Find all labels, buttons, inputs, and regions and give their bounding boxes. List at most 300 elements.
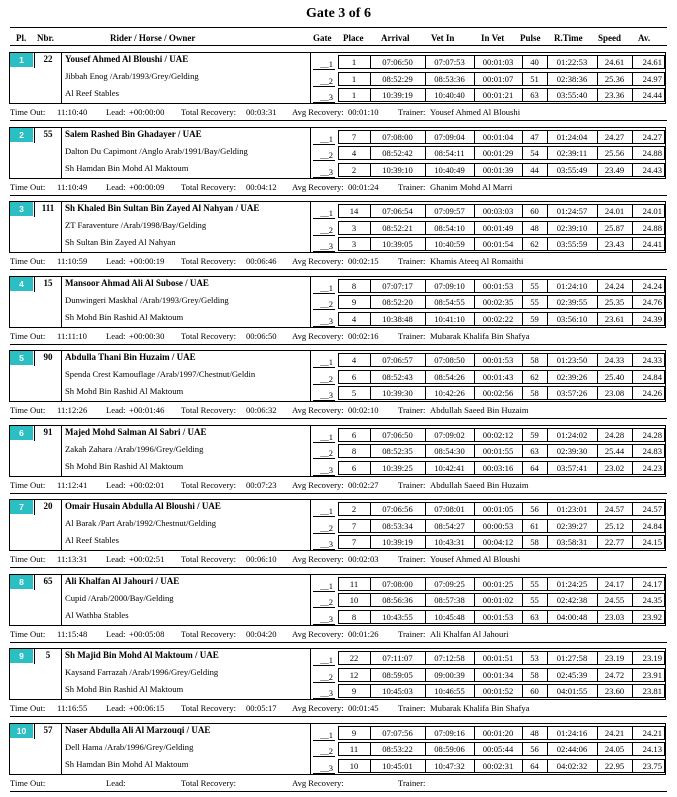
avg-recovery-label: Avg Recovery:: [292, 777, 344, 788]
entry-rule: [10, 418, 667, 419]
speed-cell: 23.03: [604, 611, 625, 622]
speed-cell: 24.05: [604, 744, 625, 754]
arrival-cell: 08:56:36: [382, 595, 413, 605]
vet-in-cell: 10:42:26: [434, 388, 465, 398]
rider-name: Sh Majid Bin Mohd Al Maktoum / UAE: [65, 650, 219, 660]
speed-cell: 24.57: [604, 504, 625, 514]
entry-number: 55: [43, 128, 53, 139]
entry-number: 5: [45, 650, 51, 660]
avg-recovery-value: 00:01:24: [348, 181, 379, 192]
rtime-cell: 01:24:02: [556, 429, 588, 440]
av-cell: 24.84: [642, 520, 662, 531]
rider-name: Majed Mohd Salman Al Sabri / UAE: [65, 426, 207, 437]
gate-number-text: __3: [320, 613, 333, 624]
lead-value: +00:00:19: [129, 256, 165, 266]
rider-name: Omair Husain Abdulla Al Bloushi / UAE: [65, 501, 221, 511]
arrival-cell: 08:52:42: [382, 148, 413, 158]
vet-in-cell: 07:09:02: [434, 429, 465, 440]
av-cell: 24.17: [642, 578, 662, 589]
rtime-cell: 01:24:04: [556, 131, 588, 142]
lead-value: +00:00:09: [129, 181, 165, 192]
in-vet-cell: 00:01:29: [482, 148, 514, 158]
place-cell: 8: [351, 280, 357, 291]
vet-in-cell: 08:53:36: [434, 73, 465, 84]
trainer-name: Mubarak Khalifa Bin Shafya: [430, 703, 530, 713]
time-out-label: Time Out:: [10, 330, 46, 341]
lead-label: Lead:: [106, 256, 126, 266]
horse-details: Dalton Du Capimont /Anglo Arab/1991/Bay/Gelding: [65, 145, 248, 156]
pulse-cell: 58: [530, 669, 539, 680]
place-cell: 9: [351, 686, 357, 696]
gate-number: [313, 612, 335, 625]
rtime-cell: 01:24:16: [556, 727, 588, 738]
time-out-label: Time Out:: [10, 628, 46, 639]
vet-in-cell: 08:54:11: [434, 148, 465, 158]
entry-block: [0, 723, 677, 797]
arrival-cell: 07:06:50: [382, 429, 413, 440]
speed-cell: 24.17: [604, 578, 625, 589]
pulse-cell: 61: [530, 520, 539, 531]
rider-name: Sh Khaled Bin Sultan Bin Zayed Al Nahyan / UAE: [65, 203, 260, 213]
gate-number: [313, 132, 335, 145]
arrival-cell: 07:06:50: [382, 57, 413, 67]
time-out-value: 11:10:40: [57, 107, 88, 117]
time-out-value: 11:12:26: [57, 405, 88, 415]
entry-footer: [10, 331, 667, 343]
total-recovery-label: Total Recovery:: [181, 107, 236, 117]
pulse-cell: 62: [530, 239, 539, 249]
entry-rule: [10, 716, 667, 717]
arrival-cell: 07:06:54: [382, 206, 413, 216]
pulse-cell: 64: [530, 462, 539, 473]
rider-name: Mansoor Ahmad Ali Al Subose / UAE: [65, 277, 209, 288]
lead-label: Lead:: [106, 330, 126, 341]
lead-value: +00:06:15: [129, 703, 165, 713]
time-out-label: Time Out:: [10, 256, 46, 266]
rtime-cell: 01:24:25: [556, 578, 588, 589]
header-gate: Gate: [313, 33, 332, 43]
arrival-cell: 10:43:55: [382, 611, 413, 622]
gate-number: [313, 728, 335, 741]
arrival-cell: 10:39:19: [382, 537, 413, 547]
gate-row: [0, 311, 677, 327]
rtime-cell: 02:39:55: [556, 297, 588, 307]
speed-cell: 24.21: [604, 727, 625, 738]
vet-in-cell: 07:09:16: [434, 727, 465, 738]
pulse-cell: 59: [530, 313, 539, 324]
trainer-label: Trainer:: [398, 256, 426, 266]
in-vet-cell: 00:05:44: [482, 744, 514, 754]
entry-footer: [10, 778, 667, 790]
avg-recovery-value: 00:01:26: [348, 628, 379, 639]
total-recovery-label: Total Recovery:: [181, 405, 236, 415]
speed-cell: 23.19: [604, 653, 625, 663]
entry-number: 15: [43, 277, 53, 288]
place-cell: 11: [349, 744, 359, 754]
in-vet-cell: 00:01:03: [482, 57, 514, 67]
pulse-cell: 53: [530, 653, 539, 663]
total-recovery-value: 00:06:32: [246, 405, 277, 415]
avg-recovery-value: 00:02:27: [348, 479, 379, 490]
total-recovery-label: Total Recovery:: [181, 479, 236, 490]
header-rule: [10, 45, 667, 46]
speed-cell: 24.27: [604, 131, 625, 142]
speed-cell: 25.36: [604, 73, 625, 84]
gate-number: [313, 206, 335, 219]
in-vet-cell: 00:01:07: [482, 73, 514, 84]
av-cell: 24.83: [642, 446, 662, 456]
gate-number: [313, 463, 335, 476]
owner-name: Al Reef Stables: [65, 535, 119, 545]
arrival-cell: 08:59:05: [382, 669, 413, 680]
total-recovery-value: 00:04:12: [246, 181, 277, 192]
entry-number: 20: [43, 501, 53, 511]
total-recovery-label: Total Recovery:: [181, 554, 236, 564]
column-header-row: [0, 33, 677, 45]
in-vet-cell: 00:01:53: [482, 355, 514, 365]
vet-in-cell: 10:42:41: [434, 462, 465, 473]
total-recovery-value: 00:04:20: [246, 628, 277, 639]
place-cell: 9: [351, 297, 357, 307]
arrival-cell: 10:45:01: [382, 760, 413, 771]
entry-block: [0, 201, 677, 275]
place-cell: 6: [351, 429, 357, 440]
pulse-cell: 56: [530, 504, 539, 514]
rtime-cell: 02:39:30: [556, 446, 588, 456]
pulse-cell: 55: [530, 280, 539, 291]
lead-label: Lead:: [106, 405, 126, 415]
entry-footer: [10, 703, 667, 715]
rtime-cell: 03:55:40: [556, 90, 588, 100]
gate-number-text: __1: [320, 431, 333, 442]
place-cell: 11: [349, 578, 359, 589]
place-cell: 1: [351, 90, 357, 100]
speed-cell: 23.02: [604, 462, 625, 473]
avg-recovery-value: 00:02:10: [348, 405, 379, 415]
speed-cell: 24.01: [604, 206, 625, 216]
vet-in-cell: 08:54:10: [434, 222, 465, 233]
placing-badge: 7: [10, 500, 33, 514]
in-vet-cell: 00:01:02: [482, 595, 514, 605]
entry-block: [0, 127, 677, 201]
time-out-value: 11:11:10: [57, 330, 87, 341]
entry-rule: [10, 269, 667, 270]
rtime-cell: 02:39:26: [556, 371, 588, 382]
horse-details: Cupid /Arab/2000/Bay/Gelding: [65, 592, 174, 603]
pulse-cell: 58: [530, 388, 539, 398]
speed-cell: 24.28: [604, 429, 625, 440]
gate-number: [313, 74, 335, 87]
total-recovery-label: Total Recovery:: [181, 181, 236, 192]
rtime-cell: 02:45:39: [556, 669, 588, 680]
speed-cell: 23.43: [604, 239, 625, 249]
arrival-cell: 08:52:35: [382, 446, 413, 456]
vet-in-cell: 07:07:53: [434, 57, 465, 67]
gate-number: [313, 430, 335, 443]
speed-cell: 25.56: [604, 148, 625, 158]
time-out-value: 11:13:31: [57, 554, 88, 564]
gate-row: [0, 385, 677, 401]
arrival-cell: 10:39:25: [382, 462, 413, 473]
avg-recovery-value: 00:02:03: [348, 554, 379, 564]
placing-badge: 6: [10, 426, 33, 440]
gate-number: [313, 521, 335, 534]
av-cell: 23.81: [642, 686, 662, 696]
gate-row: [0, 576, 677, 592]
owner-name: Sh Hamdan Bin Mohd Al Maktoum: [65, 162, 189, 173]
owner-name: Al Wathba Stables: [65, 609, 129, 620]
horse-details: Spenda Crest Kamouflage /Arab/1997/Chestnut/Geldin: [65, 369, 256, 379]
entry-footer: [10, 107, 667, 119]
in-vet-cell: 00:02:31: [482, 760, 514, 771]
vet-in-cell: 10:40:59: [434, 239, 465, 249]
gate-number-text: __1: [320, 208, 333, 218]
lead-label: Lead:: [106, 479, 126, 490]
vet-in-cell: 07:08:50: [434, 355, 465, 365]
gate-number: [313, 355, 335, 368]
av-cell: 24.21: [642, 727, 662, 738]
lead-label: Lead:: [106, 554, 126, 564]
place-cell: 14: [349, 206, 359, 216]
place-cell: 7: [351, 537, 357, 547]
time-out-label: Time Out:: [10, 405, 46, 415]
av-cell: 24.24: [642, 280, 662, 291]
place-cell: 7: [351, 520, 357, 531]
gate-number: [313, 504, 335, 517]
lead-value: +00:00:00: [129, 107, 165, 117]
vet-in-cell: 08:54:30: [434, 446, 465, 456]
avg-recovery-label: Avg Recovery:: [292, 628, 344, 639]
pulse-cell: 55: [530, 578, 539, 589]
place-cell: 8: [351, 446, 357, 456]
lead-value: +00:05:08: [129, 628, 165, 639]
pulse-cell: 63: [530, 611, 539, 622]
av-cell: 24.39: [642, 313, 662, 324]
place-cell: 4: [351, 355, 357, 365]
avg-recovery-value: 00:02:16: [348, 330, 379, 341]
speed-cell: 23.08: [604, 388, 625, 398]
header-vet-in: Vet In: [431, 33, 455, 43]
arrival-cell: 10:39:05: [382, 239, 413, 249]
total-recovery-value: 00:07:23: [246, 479, 277, 490]
in-vet-cell: 00:01:52: [482, 686, 514, 696]
entry-footer: [10, 256, 667, 268]
pulse-cell: 64: [530, 760, 539, 771]
header-rtime: R.Time: [554, 33, 583, 43]
trainer-name: Yousef Ahmed Al Bloushi: [430, 107, 521, 117]
vet-in-cell: 07:09:10: [434, 280, 465, 291]
placing-badge: 9: [10, 649, 33, 663]
rtime-cell: 03:57:41: [556, 462, 588, 473]
gate-number-text: __2: [320, 75, 333, 86]
arrival-cell: 08:52:21: [382, 222, 413, 233]
entry-number: 91: [43, 426, 53, 437]
placing-badge: 3: [10, 202, 33, 216]
arrival-cell: 07:11:07: [382, 653, 413, 663]
avg-recovery-label: Avg Recovery:: [292, 479, 344, 490]
in-vet-cell: 00:01:20: [482, 727, 514, 738]
gate-number-text: __2: [320, 448, 333, 458]
gate-row: [0, 369, 677, 385]
speed-cell: 24.33: [604, 355, 625, 365]
rtime-cell: 02:39:11: [556, 148, 588, 158]
gate-number: [313, 579, 335, 592]
gate-row: [0, 667, 677, 683]
time-out-value: 11:12:41: [57, 479, 88, 490]
av-cell: 23.91: [642, 669, 662, 680]
av-cell: 24.15: [642, 537, 662, 547]
header-rider: Rider / Horse / Owner: [110, 33, 196, 43]
av-cell: 23.75: [642, 760, 662, 771]
av-cell: 24.84: [642, 371, 662, 382]
header-place: Place: [343, 33, 364, 43]
in-vet-cell: 00:01:34: [482, 669, 514, 680]
av-cell: 24.43: [642, 164, 662, 175]
arrival-cell: 08:53:22: [382, 744, 413, 754]
gate-row: [0, 220, 677, 236]
gate-number-text: __2: [320, 522, 333, 533]
arrival-cell: 08:52:20: [382, 297, 413, 307]
gate-row: [0, 758, 677, 774]
entry-block: [0, 52, 677, 126]
in-vet-cell: 00:04:12: [482, 537, 514, 547]
rtime-cell: 01:22:53: [556, 57, 588, 67]
rtime-cell: 02:42:38: [556, 595, 588, 605]
gate-number: [313, 446, 335, 459]
gate-number-text: __2: [320, 299, 333, 309]
trainer-name: Khamis Ateeq Al Romaithi: [430, 256, 524, 266]
speed-cell: 25.87: [604, 222, 625, 233]
lead-value: +00:00:30: [129, 330, 165, 341]
gate-number: [313, 686, 335, 699]
gate-number-text: __1: [320, 357, 333, 367]
gate-number-text: __3: [320, 315, 333, 326]
in-vet-cell: 00:01:04: [482, 131, 514, 142]
vet-in-cell: 10:40:40: [434, 90, 465, 100]
gate-row: [0, 278, 677, 294]
entry-number: 90: [43, 352, 53, 362]
rtime-cell: 02:39:27: [556, 520, 588, 531]
vet-in-cell: 08:54:27: [434, 520, 465, 531]
entry-footer: [10, 480, 667, 492]
trainer-label: Trainer:: [398, 405, 426, 415]
entry-footer: [10, 182, 667, 194]
pulse-cell: 60: [530, 686, 539, 696]
gate-number-text: __2: [320, 224, 333, 235]
gate-number-text: __2: [320, 373, 333, 384]
vet-in-cell: 07:09:04: [434, 131, 465, 142]
lead-value: +00:02:01: [129, 479, 165, 490]
pulse-cell: 58: [530, 355, 539, 365]
gate-row: [0, 427, 677, 443]
rider-name: Salem Rashed Bin Ghadayer / UAE: [65, 128, 202, 139]
arrival-cell: 07:08:00: [382, 131, 413, 142]
place-cell: 6: [351, 462, 357, 473]
gate-row: [0, 54, 677, 70]
pulse-cell: 55: [530, 595, 539, 605]
in-vet-cell: 00:01:43: [482, 371, 514, 382]
total-recovery-value: 00:06:46: [246, 256, 277, 266]
trainer-name: Abdullah Saeed Bin Huzaim: [430, 405, 529, 415]
place-cell: 1: [351, 73, 357, 84]
gate-number-text: __3: [320, 92, 333, 102]
speed-cell: 24.55: [604, 595, 625, 605]
speed-cell: 23.60: [604, 686, 625, 696]
trainer-label: Trainer:: [398, 703, 426, 713]
place-cell: 2: [351, 164, 357, 175]
gate-number-text: __2: [320, 150, 333, 160]
total-recovery-label: Total Recovery:: [181, 256, 236, 266]
gate-number-text: __1: [320, 282, 333, 293]
place-cell: 3: [351, 239, 357, 249]
total-recovery-label: Total Recovery:: [181, 703, 236, 713]
speed-cell: 23.61: [604, 313, 625, 324]
gate-row: [0, 443, 677, 459]
header-in-vet: In Vet: [481, 33, 505, 43]
owner-name: Al Reef Stables: [65, 88, 119, 98]
title-rule: [10, 27, 667, 28]
time-out-value: 11:15:48: [57, 628, 88, 639]
owner-name: Sh Mohd Bin Rashid Al Maktoum: [65, 311, 184, 322]
lead-label: Lead:: [106, 703, 126, 713]
arrival-cell: 10:39:30: [382, 388, 413, 398]
in-vet-cell: 00:03:03: [482, 206, 514, 216]
rider-name: Yousef Ahmed Al Bloushi / UAE: [65, 54, 189, 64]
avg-recovery-label: Avg Recovery:: [292, 107, 344, 117]
speed-cell: 24.72: [604, 669, 625, 680]
speed-cell: 24.61: [604, 57, 625, 67]
av-cell: 24.33: [642, 355, 662, 365]
pulse-cell: 48: [530, 727, 539, 738]
avg-recovery-value: 00:01:10: [348, 107, 379, 117]
vet-in-cell: 10:40:49: [434, 164, 465, 175]
trainer-name: Ghanim Mohd Al Marri: [430, 181, 513, 192]
av-cell: 24.61: [642, 57, 662, 67]
gate-number: [313, 372, 335, 385]
time-out-label: Time Out:: [10, 554, 46, 564]
lead-value: +00:02:51: [129, 554, 165, 564]
in-vet-cell: 00:02:35: [482, 297, 514, 307]
trainer-label: Trainer:: [398, 479, 426, 490]
place-cell: 12: [349, 669, 359, 680]
entry-block: [0, 276, 677, 350]
gate-number: [313, 148, 335, 161]
vet-in-cell: 10:45:48: [434, 611, 465, 622]
header-arrival: Arrival: [381, 33, 410, 43]
placing-badge: 1: [10, 53, 33, 67]
pulse-cell: 62: [530, 371, 539, 382]
trainer-label: Trainer:: [398, 330, 426, 341]
entry-footer: [10, 405, 667, 417]
gate-number: [313, 281, 335, 294]
entry-block: [0, 499, 677, 573]
in-vet-cell: 00:01:05: [482, 504, 514, 514]
in-vet-cell: 00:01:49: [482, 222, 514, 233]
header-nbr: Nbr.: [37, 33, 54, 43]
entry-rule: [10, 493, 667, 494]
rtime-cell: 03:56:10: [556, 313, 588, 324]
entry-block: [0, 425, 677, 499]
av-cell: 24.35: [642, 595, 662, 605]
arrival-cell: 07:08:00: [382, 578, 413, 589]
gate-number: [313, 744, 335, 757]
gate-row: [0, 129, 677, 145]
owner-name: Sh Sultan Bin Zayed Al Nahyan: [65, 237, 176, 247]
entry-footer: [10, 629, 667, 641]
lead-label: Lead:: [106, 107, 126, 117]
entry-rule: [10, 344, 667, 345]
owner-name: Sh Mohd Bin Rashid Al Maktoum: [65, 386, 184, 396]
